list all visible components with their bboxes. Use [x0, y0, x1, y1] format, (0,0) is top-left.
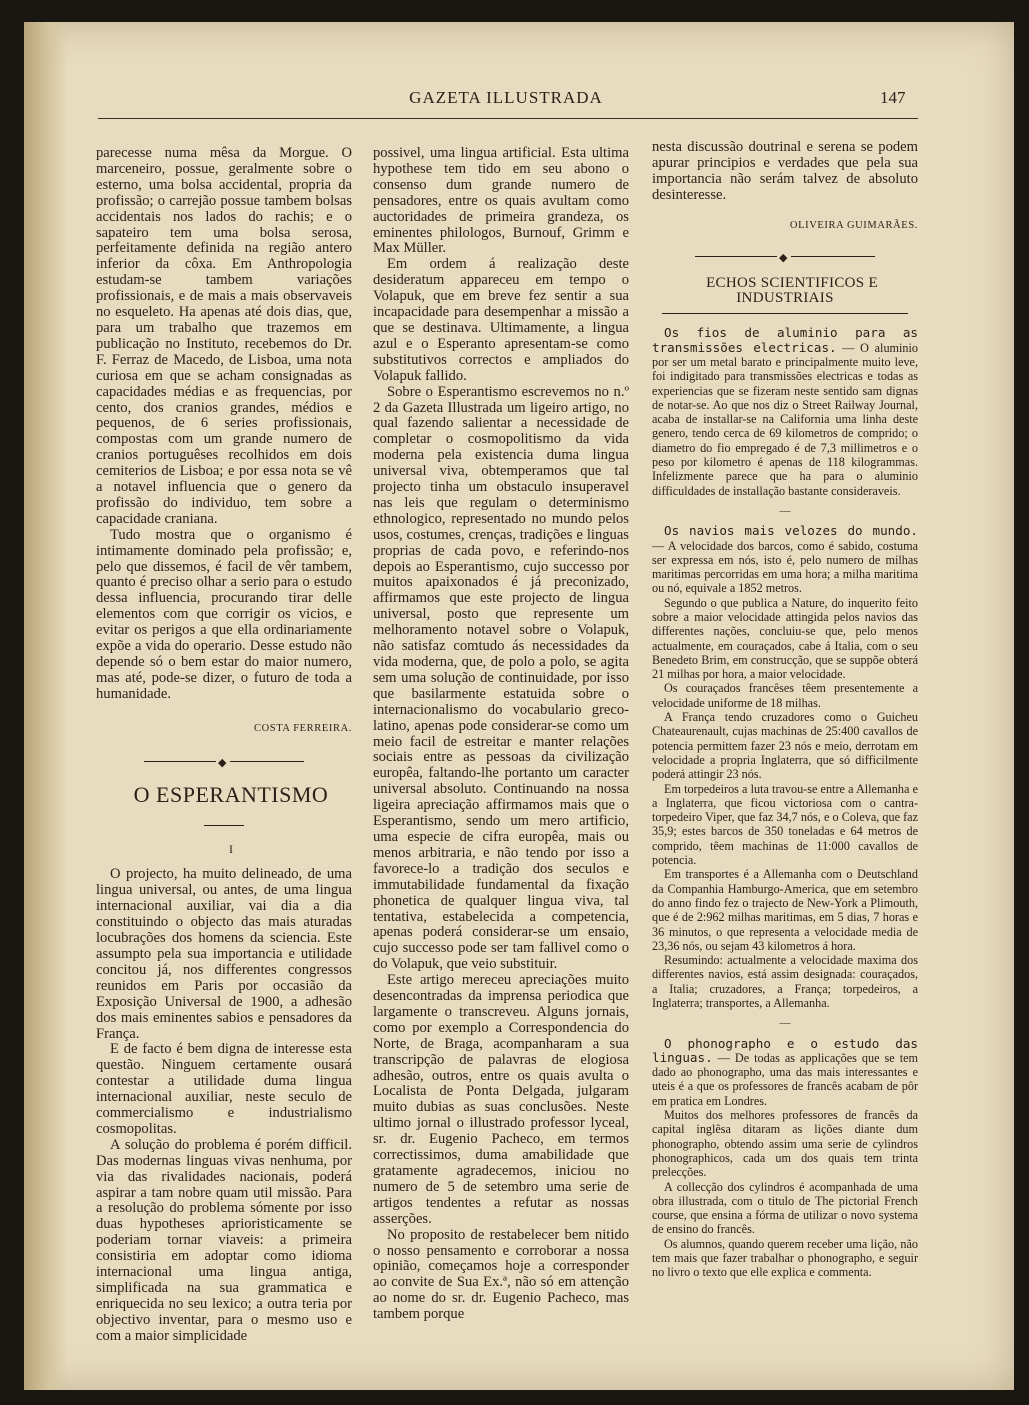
echos-section: [652, 326, 918, 1279]
item-navios-text: — A velocidade dos barcos, como é sabido, costuma ser expressa em nós, isto é, pelo numero de milhas maritimas percorridas em uma hora; a milha maritima ou nó, equivale a 1852 metros.: [652, 538, 918, 596]
section-divider: ◆: [144, 755, 304, 769]
item-phonographo-p4: Os alumnos, quando querem receber uma lição, não tem mais que fazer trabalhar o phonographo, e seguir no livro o texto que elle explica e commenta.: [652, 1236, 918, 1280]
item-phonographo: [652, 1037, 918, 1108]
item-separator-2: —: [779, 1017, 791, 1030]
signature-oliveira-guimaraes: OLIVEIRA GUIMARÃES.: [789, 219, 918, 231]
col2-paragraph-2: Em ordem á realização deste desideratum appareceu em tempo o Volapuk, que em breve fez sentir a sua incapacidade para desempenhar a missão a que se destinava. Ultimamente, a lingua azul e o Esperanto apresentam-se como substitutivos correctos e ampliados do Volapuk fallido.: [373, 256, 629, 384]
item-separator: —: [779, 504, 791, 517]
column-2: [373, 146, 629, 1323]
column-3: [652, 140, 918, 1280]
item-aluminio-heading: Os fios de aluminio para as transmissões electricas.: [652, 325, 918, 355]
title-underline: [204, 825, 244, 826]
newspaper-page: [24, 22, 1014, 1390]
running-header-title: GAZETA ILLUSTRADA: [409, 88, 603, 107]
page-number: 147: [880, 88, 906, 107]
item-navios-p6: Em transportes é a Allemanha com o Deutschland da Companhia Hamburgo-America, que em setembro do anno findo fez o trajecto de New-York a Plimouth, que é de 2:962 milhas maritimas, em 5 dias, 7 horas e 36 minutos, o que representa a velocidade media de 23,36 nós, ou sejam 43 kilometros á hora.: [652, 867, 918, 953]
signature-costa-ferreira: COSTA FERREIRA.: [253, 722, 352, 734]
col1-paragraph-3: O projecto, ha muito delineado, de uma lingua universal, ou antes, de uma lingua internacional auxiliar, vai dia a dia constituindo o objecto das mais aturadas locubrações dos homens da sciencia. Este assumpto pela sua importancia e utilidade concitou já, nos differentes congressos reunidos em Paris por occasião da Exposição Universal de 1900, a adhesão dos mais eminentes sabios e pensadores da França.: [96, 866, 352, 1042]
item-aluminio-text: — O aluminio por ser um metal barato e principalmente muito leve, foi indigitado para transmissões electricas e todas as experiencias que se fizeram neste sentido sam dignas de notar-se. Ao que nos diz o Street Railway Journal, acaba de installar-se na California uma linha deste genero, tendo cerca de 69 kilometros de comprido; o diametro do fio empregado é de 7,3 millimetros e o peso por kilometro é apenas de 118 kilogrammas. Infelizmente parece que ha para o aluminio difficuldades de installação bastante consideraveis.: [652, 340, 918, 498]
section-title-underline: [662, 313, 908, 314]
col1-paragraph-2: Tudo mostra que o organismo é intimamente dominado pela profissão; e, pelo que dissemos, é facil de vêr tambem, quanto é preciso olhar a serio para o estudo dessa influencia, procurando tirar delle elementos com que corrigir os vicios, e evitar os perigos a que ella ordinariamente expõe a vida do operario. Desse estudo não depende só o bem estar do maior numero, mas até, pode-se dizer, o futuro de toda a humanidade.: [96, 526, 352, 702]
column-1: [96, 146, 352, 1345]
col2-paragraph-4: Este artigo mereceu apreciações muito desencontradas da imprensa periodica que largamente o transcreveu. Alguns jornais, como por exemplo a Correspondencia do Norte, de Braga, acompanharam a sua transcripção de palavras de elogiosa adhesão, outros, entre os quais avulta o Localista de Ponta Delgada, julgaram muito dubias as suas conclusões. Neste ultimo jornal o illustrado professor lyceal, sr. dr. Eugenio Pacheco, em termos correctissimos, duma amabilidade que gratamente agradecemos, iniciou no numero de 5 de setembro uma serie de artigos tendentes a refutar as nossas asserções.: [373, 972, 629, 1227]
item-navios-p3: Os couraçados francêses têem presentemente a velocidade uniforme de 18 milhas.: [652, 681, 918, 710]
item-aluminio: [652, 326, 918, 498]
col1-paragraph-4: E de facto é bem digna de interesse esta questão. Ninguem certamente ousará contestar a utilidade duma lingua internacional auxiliar, neste seculo de commercialismo e industrialismo cosmopolitas.: [96, 1041, 352, 1137]
section-divider-2: ◆: [695, 250, 875, 264]
item-phonographo-heading: O phonographo e o estudo das linguas.: [652, 1035, 918, 1065]
item-navios-p7: Resumindo: actualmente a velocidade maxima dos differentes navios, está assim designada: couraçados, a Italia; cruzadores, a França; torpedeiros, a Inglaterra; transportes, a Allemanha.: [652, 953, 918, 1010]
col2-paragraph-5: No proposito de restabelecer bem nitido o nosso pensamento e corroborar a nossa opinião, começamos hoje a corresponder ao convite de Sua Ex.ª, não só em attenção ao nome do sr. dr. Eugenio Pacheco, mas tambem porque: [373, 1226, 629, 1323]
section-title-echos: ECHOS SCIENTIFICOS E INDUSTRIAIS: [706, 274, 878, 307]
col1-paragraph-5: A solução do problema é porém difficil. Das modernas linguas vivas nenhuma, por via das rivalidades nacionais, poderá aspirar a tam nobre quam util missão. Para a resolução do problema sómente por isso duas hypotheses aprioristicamente se poderiam tornar viaveis: a primeira consistiria em adoptar como idioma internacional uma lingua antiga, simplificada na sua grammatica e enriquecida no seu lexico; a outra teria por objectivo inventar, para o mesmo uso e com a maior simplicidade: [96, 1136, 352, 1344]
article-title-esperantismo: O ESPERANTISMO: [133, 781, 329, 807]
item-navios: [652, 524, 918, 595]
part-numeral: I: [229, 841, 233, 856]
item-phonographo-p3: A collecção dos cylindros é acompanhada de uma obra illustrada, com o titulo de The pictorial French course, que ensina a fórma de utilizar o novo systema de ensino do francês.: [652, 1179, 918, 1237]
item-navios-p2: Segundo o que publica a Nature, do inquerito feito sobre a maior velocidade attingida pelos navios das differentes nações, concluiu-se que, pelo menos actualmente, em couraçados, cabe á Italia, com o seu Benedeto Brim, em construcção, que se suppõe obterá 21 milhas por hora, a maior velocidade.: [652, 595, 918, 682]
item-navios-heading: Os navios mais velozes do mundo.: [664, 523, 918, 539]
page-spine-shadow: [24, 22, 68, 1390]
header-rule: [98, 118, 918, 119]
col1-paragraph-1: parecesse numa mêsa da Morgue. O marceneiro, possue, geralmente sobre o esterno, uma bolsa accidental, propria da profissão; o carrejão possue tambem bolsas accidentais nos lados do rachis; e o sapateiro tem uma bolsa serosa, perfeitamente definida na região antero inferior da côxa. Em Anthropologia estudam-se tambem variações profissionais, e de mais a mais observaveis no esqueleto. Ha apenas até dois dias, que, para um trabalho que trazemos em publicação no Instituto, recebemos do Dr. F. Ferraz de Macedo, de Lisboa, uma nota curiosa em que se acham consignadas as capacidades médias e as frequencias, por cento, dos cranios grandes, médios e pequenos, de 6 series profissionais, compostas com um grande numero de cranios portuguêses recolhidos em dois cemiterios de Lisboa; e por essa nota se vê a notavel influencia que o genero da profissão do individuo, tem sobre a capacidade craniana.: [96, 145, 352, 527]
item-phonographo-text: — De todas as applicações que se tem dado ao phonographo, uma das mais interessantes e uteis é a que os professores de francês acabam de pôr em pratica em Londres.: [652, 1050, 918, 1108]
col2-paragraph-3: Sobre o Esperantismo escrevemos no n.º 2 da Gazeta Illustrada um ligeiro artigo, no qual fazendo salientar a necessidade de completar o cosmopolitismo da vida moderna pela existencia duma lingua universal viva, obtemperamos que tal projecto tinha um obstaculo insuperavel nas leis que regulam o determinismo ethnologico, representado no mundo pelos usos, costumes, crenças, tradições e linguas proprias de cada povo, e referindo-nos depois ao Esperantismo, cujo successo por muitos apaixonados é já preconizado, affirmamos que este projecto de lingua universal, posto que represente um melhoramento notavel sobre o Volapuk, não satisfaz comtudo ás necessidades da vida moderna, que, de polo a polo, se agita sem uma solução de continuidade, por isso que basilarmente estatuida sobre o internacionalismo do vocabulario greco-latino, apenas pode considerar-se como um meio facil de estreitar e manter relações sociais entre as pessoas da civilização europêa, faltando-lhe portanto um caracter universal absoluto. Continuando na nossa ligeira apreciação affirmamos mais que o Esperantismo, sendo um mero artificio, uma especie de cifra europêa, mais ou menos arbitraria, e não tendo por isso a favorece-lo a tradição dos seculos e immutabilidade fundamental da fixação phonetica de qualquer lingua viva, tal tentativa, estabelecida a competencia, apenas poderá considerar-se um ensaio, cujo successo pode ser tam fallivel como o do Volapuk, que veio substituir.: [373, 383, 629, 973]
col2-paragraph-1: possivel, uma lingua artificial. Esta ultima hypothese tem tido em seu abono o consenso dum grande numero de pensadores, entre os quais avultam como auctoridades de primeira grandeza, os eminentes philologos, Burnouf, Grimm e Max Müller.: [373, 145, 629, 257]
item-navios-p4: A França tendo cruzadores como o Guicheu Chateaurenault, cujas machinas de 25:400 cavallos de potencia permittem fazer 23 nós e meio, derrotam em velocidade a propria Inglaterra, que só difficilmente poderá attingir 23 nós.: [652, 710, 918, 782]
col3-paragraph-1: nesta discussão doutrinal e serena se podem apurar principios e verdades que pela sua importancia não serám talvez de absoluto desinteresse.: [652, 139, 918, 203]
item-navios-p5: Em torpedeiros a luta travou-se entre a Allemanha e a Inglaterra, que ficou victoriosa com o cantra-torpedeiro Viper, que faz 34,7 nós, e o Coleva, que faz 35,9; estes barcos de 350 toneladas e 64 metros de comprido, têem machinas de 11:000 cavallos de potencia.: [652, 781, 918, 868]
item-phonographo-p2: Muitos dos melhores professores de francês da capital inglêsa ditaram as lições diante dum phonographo, obtendo assim uma serie de cylindros phonographicos, cada um dos quais tem trinta prelecções.: [652, 1108, 918, 1180]
